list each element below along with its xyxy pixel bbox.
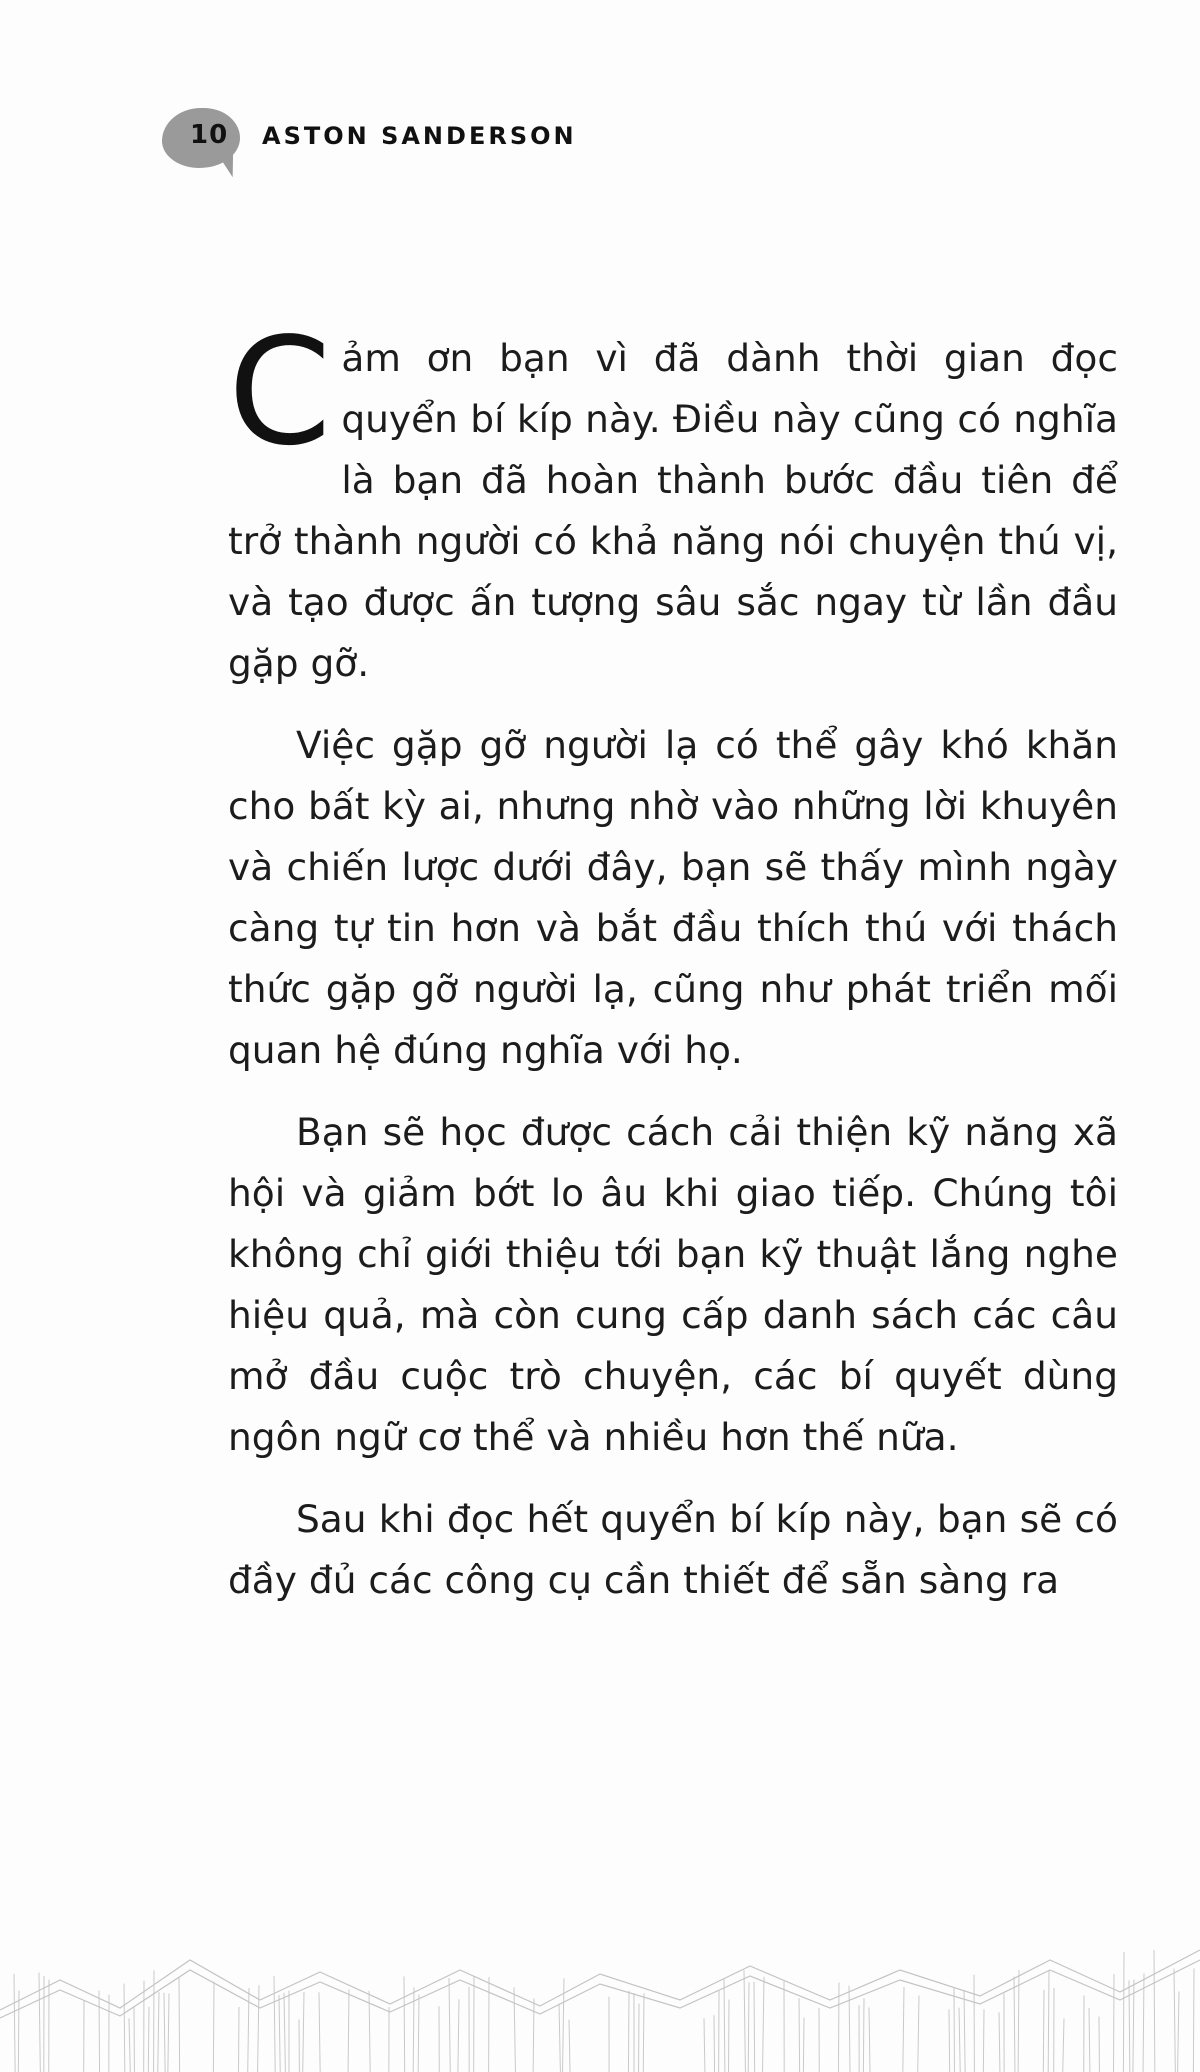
hatch-stroke	[1048, 1970, 1049, 2072]
body-text	[228, 306, 1118, 1632]
hatch-stroke	[274, 1976, 275, 2072]
paragraph-4: Sau khi đọc hết quyển bí kíp này, bạn sẽ có đầy đủ các công cụ cần thiết để sẵn sàng ra	[228, 1497, 1118, 1602]
paragraph-1	[228, 306, 1118, 694]
hatch-stroke	[763, 1977, 764, 2072]
hatch-stroke	[158, 1992, 159, 2072]
hatch-stroke	[1178, 1992, 1179, 2072]
hatch-stroke	[319, 1992, 320, 2072]
hatch-stroke	[559, 2004, 560, 2072]
hatch-stroke	[514, 1987, 515, 2072]
hatch-stroke	[1154, 1950, 1155, 2072]
hatch-stroke	[164, 1993, 165, 2072]
hatch-stroke	[129, 2018, 130, 2072]
hatch-stroke	[563, 1978, 564, 2072]
hatch-stroke	[628, 1991, 629, 2072]
hatch-stroke	[1063, 2019, 1064, 2072]
hatch-stroke	[14, 1974, 15, 2072]
hatch-stroke	[1193, 1969, 1194, 2072]
hatch-stroke	[724, 1979, 725, 2072]
hatch-stroke	[903, 1987, 904, 2072]
hatch-stroke	[148, 2007, 149, 2072]
hatch-stroke	[1129, 1980, 1130, 2072]
hatch-stroke	[1043, 1990, 1044, 2072]
drop-cap: C	[228, 306, 332, 478]
hatch-stroke	[744, 1970, 745, 2072]
hatch-stroke	[413, 1987, 414, 2072]
hatch-stroke	[533, 1998, 534, 2072]
hatch-stroke	[863, 1998, 864, 2072]
hatch-stroke	[213, 1982, 214, 2072]
hatch-stroke	[964, 1990, 965, 2072]
hatch-stroke	[284, 1993, 285, 2072]
hatch-stroke	[869, 2008, 870, 2072]
hatch-stroke	[1014, 1977, 1015, 2072]
hatch-stroke	[748, 1982, 749, 2072]
hatch-stroke	[643, 1993, 644, 2072]
hatch-stroke	[458, 1999, 459, 2072]
hatch-stroke	[799, 1998, 800, 2072]
hatch-stroke	[849, 1986, 850, 2072]
hatch-stroke	[983, 2009, 984, 2072]
hatch-stroke	[39, 1973, 40, 2072]
hatch-stroke	[949, 2009, 950, 2072]
page-number: 10	[190, 120, 229, 150]
hatch-stroke	[704, 2018, 705, 2072]
hatch-stroke	[1089, 2008, 1090, 2072]
page-number-badge-tail	[217, 151, 238, 180]
hatch-stroke	[918, 1996, 919, 2072]
hatch-stroke	[168, 1993, 169, 2072]
hatch-stroke	[838, 1982, 839, 2072]
hatch-stroke	[124, 1984, 125, 2072]
hatch-stroke	[348, 1989, 349, 2072]
hatch-stroke	[18, 1991, 19, 2072]
paragraph-2: Việc gặp gỡ người lạ có thể gây khó khăn cho bất kỳ ai, nhưng nhờ vào những lời khuyên và chiến lược dưới đây, bạn sẽ thấy mình ngày càng tự tin hơn và bắt đầu thích thú với thách thức gặp gỡ người lạ, cũng như phát triển mối quan hệ đúng nghĩa với họ.	[228, 723, 1118, 1072]
paragraph-3: Bạn sẽ học được cách cải thiện kỹ năng xã hội và giảm bớt lo âu khi giao tiếp. Chúng tôi không chỉ giới thiệu tới bạn kỹ thuật lắng nghe hiệu quả, mà còn cung cấp danh sách các câu mở đầu cuộc trò chuyện, các bí quyết dùng ngôn ngữ cơ thể và nhiều hơn thế nữa.	[228, 1110, 1118, 1459]
hatch-stroke	[303, 1992, 304, 2072]
sketchy-border-decoration	[0, 1900, 1200, 2072]
hatch-stroke	[959, 2008, 960, 2072]
paragraph-1-text: ảm ơn bạn vì đã dành thời gian đọc quyển bí kíp này. Điều này cũng có nghĩa là bạn đã hoàn thành bước đầu tiên để trở thành người có khả năng nói chuyện thú vị, và tạo được ấn tượng sâu sắc ngay từ lần đầu gặp gỡ.	[228, 336, 1118, 685]
hatch-stroke	[404, 1976, 405, 2072]
hatch-stroke	[99, 1991, 100, 2072]
hatch-stroke	[248, 1988, 249, 2072]
hatch-stroke	[754, 1982, 755, 2072]
hatch-stroke	[279, 1995, 280, 2072]
hatch-stroke	[179, 1978, 180, 2072]
running-head-author: ASTON SANDERSON	[262, 122, 577, 150]
hatch-stroke	[449, 1978, 450, 2072]
hatch-stroke	[714, 2015, 715, 2072]
hatch-stroke	[1123, 1952, 1124, 2072]
hatch-stroke	[999, 2012, 1000, 2072]
hatch-stroke	[803, 2017, 804, 2072]
hatch-stroke	[1174, 1968, 1175, 2072]
hatch-stroke	[569, 2020, 570, 2072]
hatch-stroke	[418, 1995, 419, 2072]
